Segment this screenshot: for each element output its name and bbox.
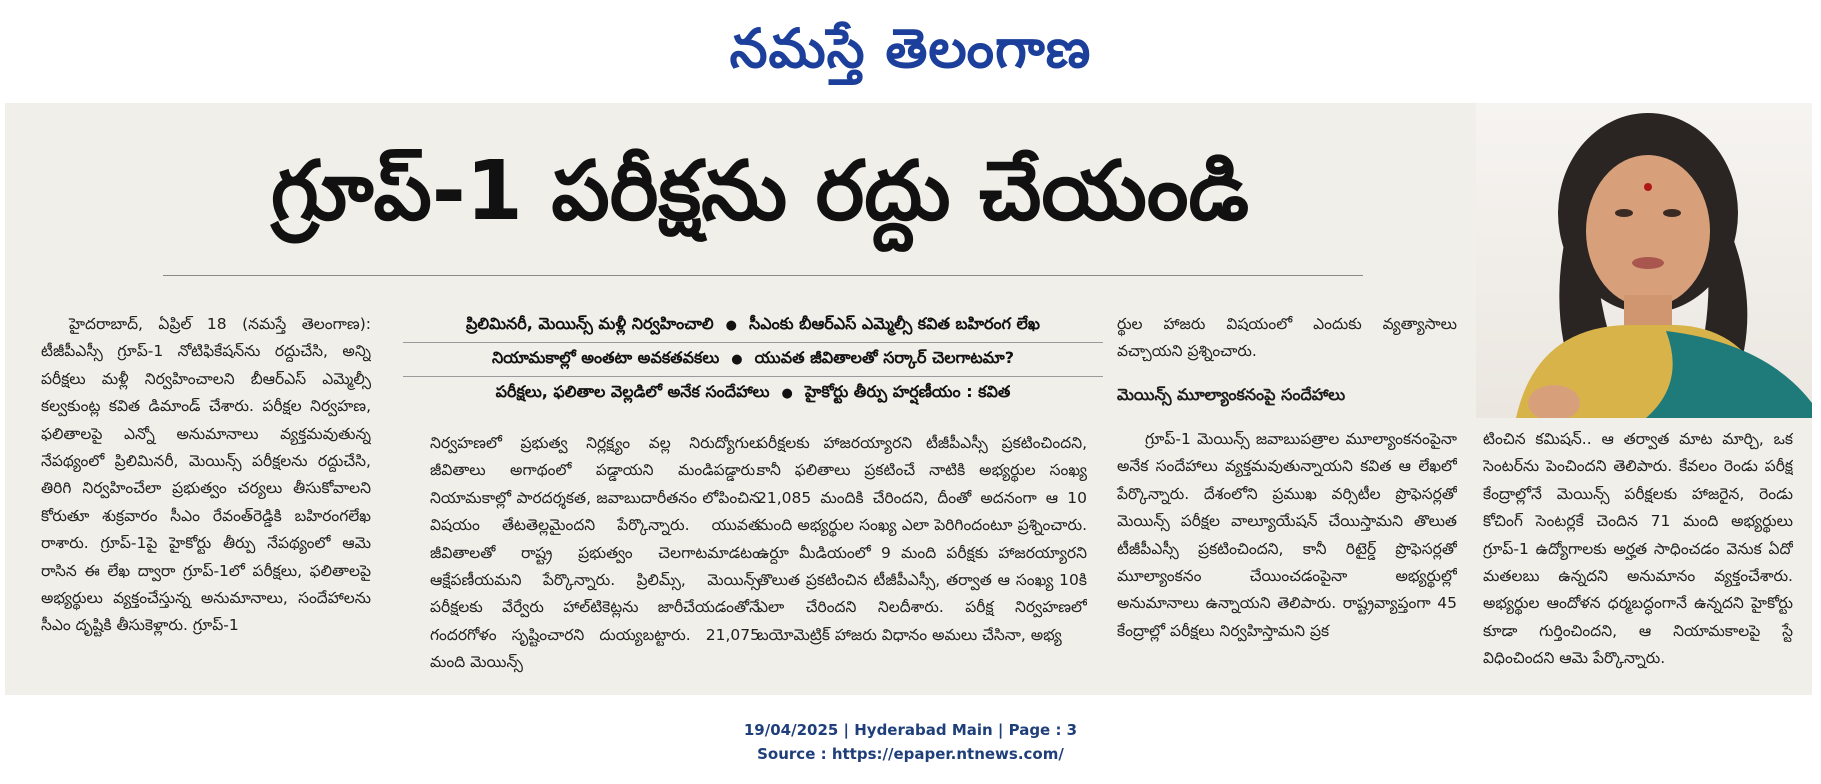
news-article (5, 103, 1812, 695)
portrait-photo (1476, 103, 1812, 418)
deck-line-3 (403, 377, 1103, 410)
deck-text: హైకోర్టు తీర్పు హర్షణీయం : కవిత (804, 382, 1011, 401)
article-column-4-top: ర్థుల హాజరు విషయంలో ఎందుకు వ్యత్యాసాలు వచ్చాయని ప్రశ్నించారు. (1117, 315, 1457, 361)
deck-line-1 (403, 309, 1103, 343)
article-column-4: గ్రూప్-1 మెయిన్స్ జవాబుపత్రాల మూల్యాంకనంపైనా అనేక సందేహాలు వ్యక్తమవుతున్నాయని కవిత ఆ లేఖలో పేర్కొన్నారు. దేశంలోని ప్రముఖ వర్సిటీల ప్రొఫెసర్లతో మెయిన్స్ పరీక్షల వాల్యూయేషన్ చేయిస్తామని తొలుత టీజీపీఎస్సీ ప్రకటించిందని, కానీ రిటైర్డ్ ప్రొఫెసర్లతో మూల్యాంకనం చేయించడంపైనా అభ్యర్థుల్లో అనుమానాలు ఉన్నాయని తెలిపారు. రాష్ట్రవ్యాప్తంగా 45 కేంద్రాల్లో పరీక్షలు నిర్వహిస్తామని ప్రక (1117, 430, 1457, 640)
source-link[interactable]: Source : https://epaper.ntnews.com/ (757, 745, 1064, 763)
newspaper-logo: నమస్తే తెలంగాణ (729, 16, 1092, 80)
masthead (0, 0, 1821, 96)
deck-text: సీఎంకు బీఆర్ఎస్ ఎమ్మెల్సీ కవిత బహిరంగ లేఖ (748, 314, 1040, 333)
edition-info: 19/04/2025 | Hyderabad Main | Page : 3 (743, 721, 1078, 739)
deck-text: యువత జీవితాలతో సర్కార్ చెలగాటమా? (754, 348, 1015, 367)
bullet-icon: ● (781, 386, 793, 401)
deck-text: నియామకాల్లో అంతటా అవకతవకలు (491, 348, 720, 367)
section-subheading: మెయిన్స్ మూల్యాంకనంపై సందేహాలు (1117, 385, 1346, 404)
article-column-3: పరీక్షలకు హాజరయ్యారని టీజీపీఎస్సీ ప్రకటించిందని, కానీ ఫలితాలు ప్రకటించే నాటికి అభ్యర్థుల సంఖ్య 21,085 మందికి చేరిందని, దీంతో అదనంగా ఆ 10 మంది అభ్యర్థుల సంఖ్య ఎలా పెరిగిందంటూ ప్రశ్నించారు. ఉర్దూ మీడియంలో 9 మంది పరీక్షకు హాజరయ్యారని తొలుత ప్రకటించిన టీజీపీఎస్సీ, తర్వాత ఆ సంఖ్య 10కి ఎలా చేరిందని నిలదీశారు. పరీక్ష నిర్వహణలో బయోమెట్రిక్ హాజరు విధానం అమలు చేసినా, అభ్య (757, 434, 1087, 644)
article-column-2: నిర్వహణలో ప్రభుత్వ నిర్లక్ష్యం వల్ల నిరుద్యోగుల జీవితాలు అగాథంలో పడ్డాయని మండిపడ్డారు. నియామకాల్లో పారదర్శకత, జవాబుదారీతనం లోపించిన విషయం తేటతెల్లమైందని పేర్కొన్నారు. యువత జీవితాలతో రాష్ట్ర ప్రభుత్వం చెలగాటమాడటం ఆక్షేపణీయమని పేర్కొన్నారు. ప్రిలిమ్స్, మెయిన్స్ పరీక్షలకు వేర్వేరు హాల్‌టికెట్లను జారీచేయడంతోనే గందరగోళం సృష్టించారని దుయ్యబట్టారు. 21,075 మంది మెయిన్స్ (430, 434, 760, 672)
article-headline: గ్రూప్-1 పరీక్షను రద్దు చేయండి (270, 144, 1250, 239)
bullet-icon: ● (731, 352, 743, 367)
headline-rule (163, 275, 1363, 276)
bullet-icon: ● (725, 318, 737, 333)
article-column-1: హైదరాబాద్, ఏప్రిల్ 18 (నమస్తే తెలంగాణ): టీజీపీఎస్సీ గ్రూప్-1 నోటిఫికేషన్‌ను రద్దుచేసి, అన్ని పరీక్షలు మళ్లీ నిర్వహించాలని బీఆర్ఎస్ ఎమ్మెల్సీ కల్వకుంట్ల కవిత డిమాండ్ చేశారు. పరీక్షల నిర్వహణ, ఫలితాలపై ఎన్నో అనుమానాలు వ్యక్తమవుతున్న నేపథ్యంలో ప్రిలిమినరీ, మెయిన్స్ పరీక్షలను రద్దుచేసి, తిరిగి నిర్వహించేలా ప్రభుత్వం చర్యలు తీసుకోవాలని కోరుతూ శుక్రవారం సీఎం రేవంత్‌రెడ్డికి బహిరంగలేఖ రాశారు. గ్రూప్-1పై హైకోర్టు తీర్పు నేపథ్యంలో ఆమె రాసిన ఈ లేఖ ద్వారా గ్రూప్-1లో పరీక్షలు, ఫలితాలపై అభ్యర్థులు వ్యక్తంచేస్తున్న అనుమానాలు, సందేహాలను సీఎం దృష్టికి తీసుకెళ్లారు. గ్రూప్-1 (41, 315, 371, 635)
subheadline-decks (403, 309, 1103, 410)
portrait-illustration (1476, 103, 1812, 418)
page-footer (0, 718, 1821, 766)
deck-text: ప్రిలిమినరీ, మెయిన్స్ మళ్లీ నిర్వహించాలి (466, 314, 714, 333)
deck-text: పరీక్షలు, ఫలితాల వెల్లడిలో అనేక సందేహాలు (495, 382, 770, 401)
deck-line-2 (403, 343, 1103, 377)
article-column-5: టించిన కమిషన్.. ఆ తర్వాత మాట మార్చి, ఒక సెంటర్‌ను పెంచిందని తెలిపారు. కేవలం రెండు పరీక్ష కేంద్రాల్లోనే మెయిన్స్ పరీక్షలకు హాజరైన, రెండు కోచింగ్ సెంటర్లకే చెందిన 71 మంది అభ్యర్థులు గ్రూప్-1 ఉద్యోగాలకు అర్హత సాధించడం వెనుక ఏదో మతలబు ఉన్నదని అనుమానం వ్యక్తంచేశారు. అభ్యర్థుల ఆందోళన ధర్మబద్ధంగానే ఉన్నదని హైకోర్టు కూడా గుర్తించిందని, ఆ నియామకాలపై స్టే విధించిందని ఆమె పేర్కొన్నారు. (1483, 430, 1793, 668)
